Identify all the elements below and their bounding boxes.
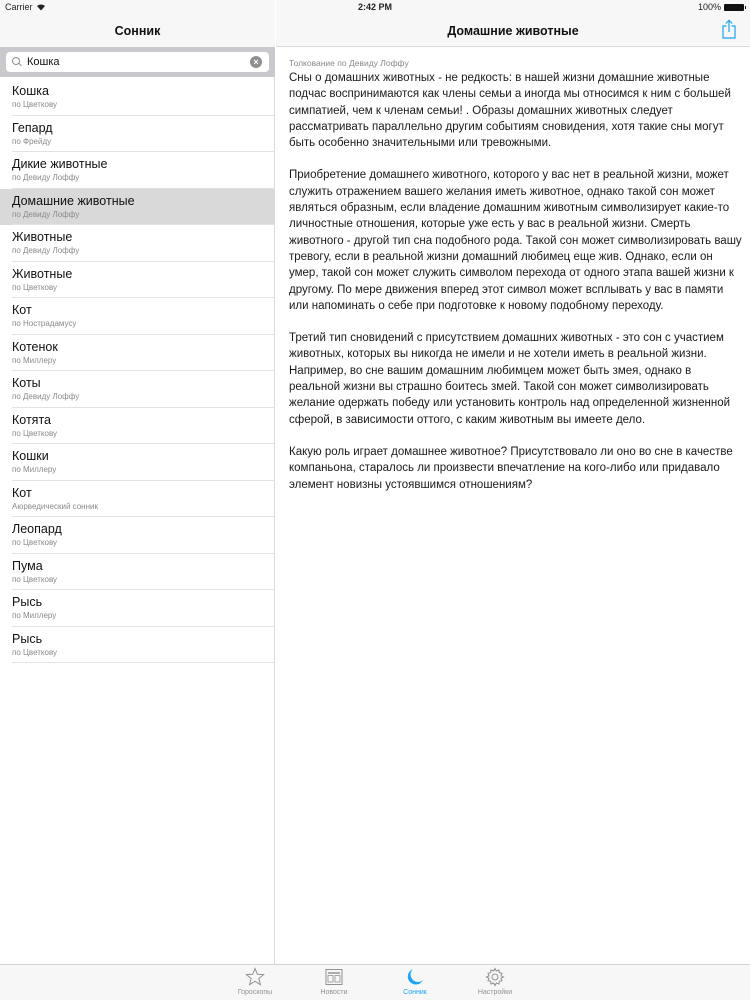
gear-icon [485, 967, 505, 987]
list-item-title: Дикие животные [12, 157, 108, 171]
list-item-title: Кошка [12, 84, 49, 98]
list-item-title: Кот [12, 485, 32, 500]
list-item-source: по Цветкову [12, 538, 58, 547]
list-item-source: по Девиду Лоффу [12, 173, 80, 182]
detail-panel [276, 0, 750, 964]
search-input[interactable] [27, 53, 269, 71]
battery-icon [724, 4, 744, 11]
detail-body [289, 58, 744, 509]
list-item[interactable] [0, 444, 275, 481]
clear-search-icon[interactable]: × [250, 56, 262, 68]
list-item-source: по Девиду Лоффу [12, 209, 80, 219]
list-item[interactable] [0, 517, 275, 554]
tab-dreambook[interactable] [380, 967, 450, 996]
list-item-title: Домашние животные [12, 193, 135, 208]
list-item-source: по Девиду Лоффу [12, 246, 80, 255]
interpretation-caption: Толкование по Девиду Лоффу [289, 58, 409, 68]
list-item-title: Котенок [12, 339, 58, 354]
star-icon [245, 967, 265, 987]
master-title: Сонник [114, 24, 161, 38]
list-item[interactable] [0, 262, 275, 299]
status-time: 2:42 PM [357, 2, 392, 12]
list-item-title: Кошки [12, 449, 49, 463]
search-icon [12, 57, 22, 67]
list-item[interactable] [0, 298, 275, 335]
list-item[interactable] [0, 408, 275, 445]
list-item-source: по Фрейду [12, 136, 52, 146]
list-item-title: Гепард [12, 120, 53, 135]
moon-icon [405, 967, 425, 987]
list-item-title: Коты [12, 376, 41, 390]
list-item-source: по Цветкову [12, 574, 58, 584]
list-item[interactable] [0, 79, 275, 116]
detail-title: Домашние животные [447, 24, 579, 38]
list-item[interactable] [0, 189, 275, 226]
list-item[interactable] [0, 627, 275, 664]
tab-label: Настройки [477, 989, 513, 996]
list-item-title: Кот [12, 303, 32, 317]
detail-paragraph: Приобретение домашнего животного, которого у вас нет в реальной жизни, может служить отражением вашего желания иметь животное, однако такой сон может являться образным, если владение домашним животным символизирует какие-то личностные отношения, которые уже есть у вас в реальной жизни. Смерть животного - другой тип сна подобного рода. Такой сон может символизировать вашу тревогу, если в реальной жизни домашний любимец еще жив. Однако, если он умер, такой сон может служить символом перехода от одного этапа вашей жизни к другому. По мере движения вперед этот символ может всплывать у вас в памяти или напоминать о себе при подготовке к новому подобному переходу. [289, 169, 742, 312]
tab-label: Гороскопы [237, 989, 273, 996]
list-item-title: Рысь [12, 595, 43, 609]
list-item-source: по Цветкову [12, 100, 58, 109]
list-item[interactable] [0, 371, 275, 408]
newspaper-icon [324, 967, 344, 987]
carrier-label: Carrier [5, 2, 33, 12]
tab-settings[interactable] [460, 967, 530, 996]
list-item[interactable] [0, 554, 275, 591]
list-item[interactable] [0, 225, 275, 262]
list-item[interactable] [0, 335, 275, 372]
list-item-source: Аюрведический сонник [12, 501, 98, 511]
tab-horoscopes[interactable] [220, 967, 290, 996]
share-icon[interactable] [722, 19, 736, 39]
list-item-source: по Нострадамусу [12, 319, 77, 328]
detail-paragraph: Какую роль играет домашнее животное? Присутствовало ли оно во сне в качестве компаньона, старалось ли произвести впечатление на кого-либо или придавало элемент новизны устоявшимся отношениям? [289, 445, 733, 491]
list-item[interactable] [0, 116, 275, 153]
list-item-source: по Цветкову [12, 282, 58, 292]
result-list [0, 79, 275, 663]
list-item-source: по Цветкову [12, 428, 58, 438]
detail-paragraph: Третий тип сновидений с присутствием домашних животных - это сон с участием животных, которых вы никогда не имели и не хотели иметь в реальной жизни. Например, во сне вашим домашним любимцем может быть змея, однако в реальной жизни вы страшно боитесь змей. Такой сон может символизировать желание одержать победу или установить контроль над определенной жизненной сферой, в зависимости оттого, с каким животным вы имеете дело. [289, 332, 731, 426]
tab-label: Сонник [403, 989, 427, 996]
list-item[interactable] [0, 590, 275, 627]
list-item-title: Рысь [12, 631, 43, 646]
status-right [698, 2, 744, 12]
list-item-source: по Девиду Лоффу [12, 392, 80, 401]
search-box[interactable] [6, 52, 269, 72]
list-item-title: Животные [12, 230, 73, 244]
list-item-source: по Цветкову [12, 647, 58, 657]
list-item-source: по Миллеру [12, 611, 57, 620]
list-item-title: Котята [12, 412, 51, 427]
list-item-title: Леопард [12, 522, 62, 536]
list-item-source: по Миллеру [12, 355, 57, 365]
list-item[interactable] [0, 152, 275, 189]
detail-paragraph: Сны о домашних животных - не редкость: в нашей жизни домашние животные подчас воспринимаются как члены семьи а иногда мы относимся к ним с большей симпатией, чем к членам семьи! . Образы домашних животных следует рассматривать параллельно другим событиям сновидения, хотя такие сны могут быть особенно значительными или тревожными. [289, 72, 731, 150]
list-item-title: Пума [12, 558, 43, 573]
search-bar [0, 47, 275, 77]
list-item[interactable] [0, 481, 275, 518]
tab-news[interactable] [299, 967, 369, 996]
status-bar [0, 0, 750, 14]
list-item-source: по Миллеру [12, 465, 57, 474]
master-panel [0, 0, 275, 964]
list-item-title: Животные [12, 266, 73, 281]
battery-percent: 100% [697, 2, 721, 12]
tab-bar [0, 964, 750, 1000]
tab-label: Новости [320, 989, 348, 996]
